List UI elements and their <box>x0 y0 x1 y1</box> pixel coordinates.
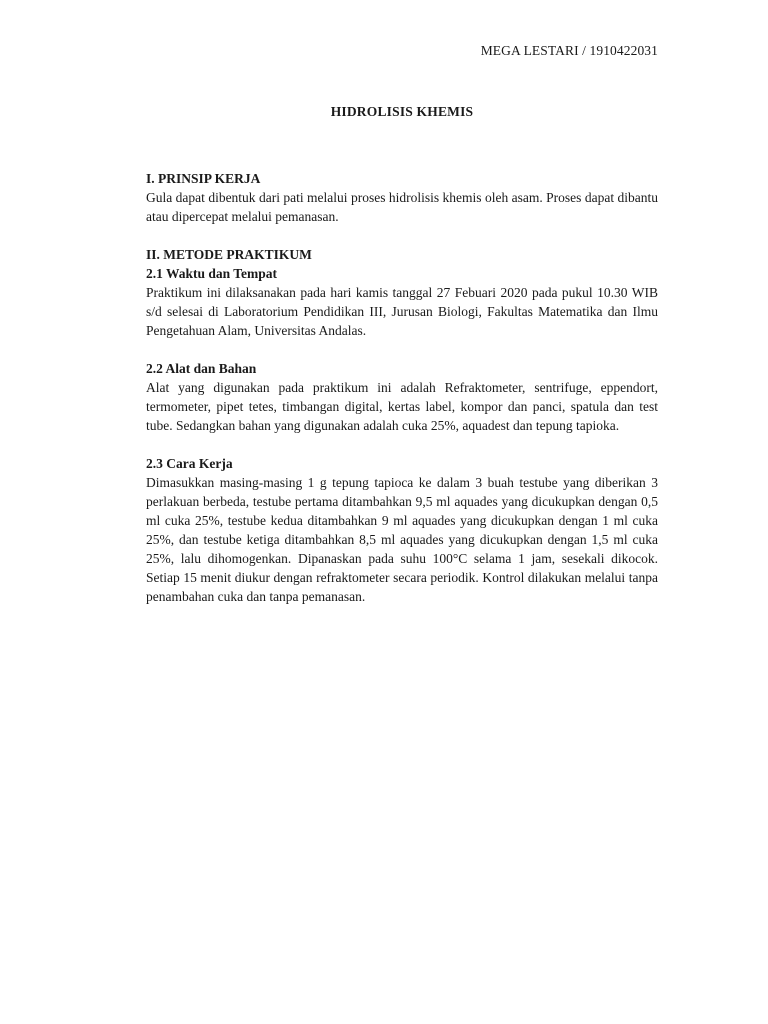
document-body <box>146 169 658 606</box>
author-header: MEGA LESTARI / 1910422031 <box>480 43 658 58</box>
section-heading-metode-praktikum: II. METODE PRAKTIKUM <box>146 247 312 262</box>
spacer <box>146 340 658 359</box>
section-heading-prinsip-kerja: I. PRINSIP KERJA <box>146 171 261 186</box>
subsection-body-waktu-tempat: Praktikum ini dilaksanakan pada hari kamis tanggal 27 Febuari 2020 pada pukul 10.30 WIB s/d selesai di Laboratorium Pendidikan III, Jurusan Biologi, Fakultas Matematika dan Ilmu Pengetahuan Alam, Universitas Andalas. <box>146 285 658 338</box>
subsection-heading-cara-kerja: 2.3 Cara Kerja <box>146 456 233 471</box>
document-page <box>146 0 658 1024</box>
subsection-body-alat-bahan: Alat yang digunakan pada praktikum ini adalah Refraktometer, sentrifuge, eppendort, termometer, pipet tetes, timbangan digital, kertas label, kompor dan panci, spatula dan test tube. Sedangkan bahan yang digunakan adalah cuka 25%, aquadest dan tepung tapioka. <box>146 380 658 433</box>
section-body-prinsip-kerja: Gula dapat dibentuk dari pati melalui proses hidrolisis khemis oleh asam. Proses dapat dibantu atau dipercepat melalui pemanasan. <box>146 190 658 224</box>
subsection-heading-waktu-tempat: 2.1 Waktu dan Tempat <box>146 266 278 281</box>
spacer <box>146 435 658 454</box>
subsection-body-cara-kerja: Dimasukkan masing-masing 1 g tepung tapioca ke dalam 3 buah testube yang diberikan 3 perlakuan berbeda, testube pertama ditambahkan 9,5 ml aquades yang dicukupkan dengan 0,5 ml cuka 25%, testube kedua ditambahkan 9 ml aquades yang dicukupkan dengan 1 ml cuka 25%, dan testube ketiga ditambahkan 8,5 ml aquades yang dicukupkan dengan 1,5 ml cuka 25%, lalu dihomogenkan. Dipanaskan pada suhu 100°C selama 1 jam, sesekali dikocok. Setiap 15 menit diukur dengan refraktometer secara periodik. Kontrol dilakukan melalui tanpa penambahan cuka dan tanpa pemanasan. <box>146 475 658 604</box>
document-title: HIDROLISIS KHEMIS <box>330 104 474 119</box>
subsection-heading-alat-bahan: 2.2 Alat dan Bahan <box>146 361 257 376</box>
spacer <box>146 226 658 245</box>
